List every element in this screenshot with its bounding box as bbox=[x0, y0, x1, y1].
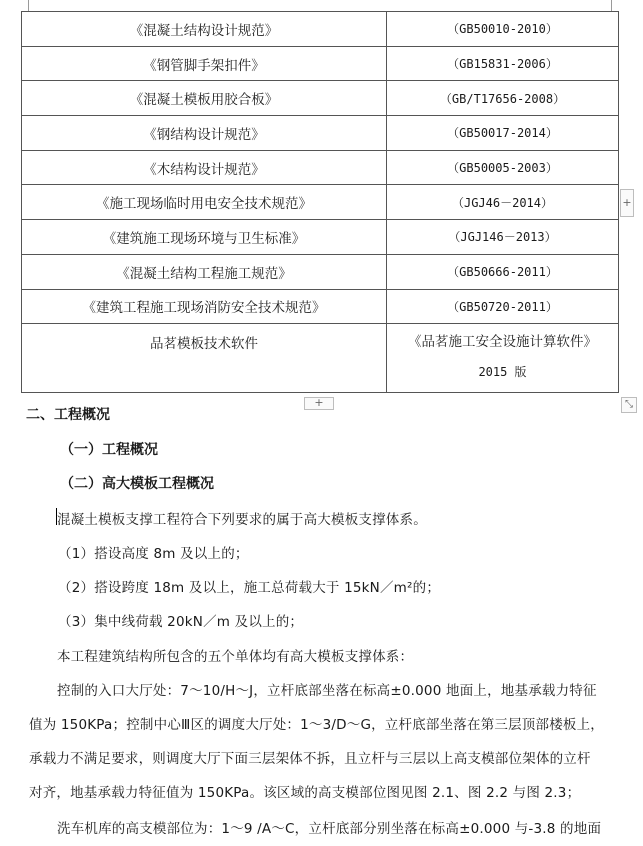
add-column-button[interactable]: + bbox=[620, 189, 634, 217]
standard-code[interactable]: （GB/T17656-2008） bbox=[387, 81, 619, 116]
subsection-heading: （二）高大模板工程概况 bbox=[60, 476, 214, 492]
table-row bbox=[22, 46, 619, 81]
standard-name[interactable]: 《钢管脚手架扣件》 bbox=[22, 46, 387, 81]
standard-code[interactable]: （GB50720-2011） bbox=[387, 289, 619, 324]
subsection-heading: （一）工程概况 bbox=[60, 442, 158, 458]
list-item[interactable]: （2）搭设跨度 18m 及以上，施工总荷载大于 15kN／m²的； bbox=[58, 580, 441, 596]
standard-name[interactable]: 《混凝土模板用胶合板》 bbox=[22, 81, 387, 116]
table-resize-icon[interactable]: ⤡ bbox=[621, 397, 637, 413]
table-row bbox=[22, 185, 619, 220]
standard-name[interactable]: 《混凝土结构工程施工规范》 bbox=[22, 254, 387, 289]
standard-code[interactable]: （GB50666-2011） bbox=[387, 254, 619, 289]
standard-code[interactable]: （GB50017-2014） bbox=[387, 116, 619, 151]
table-row bbox=[22, 254, 619, 289]
standard-code[interactable]: （JGJ46－2014） bbox=[387, 185, 619, 220]
table-row bbox=[22, 324, 619, 393]
paragraph-line[interactable]: 洗车机库的高支模部位为：1～9 /A～C，立杆底部分别坐落在标高±0.000 与-3.8 的地面 bbox=[57, 821, 602, 837]
standard-name[interactable]: 《施工现场临时用电安全技术规范》 bbox=[22, 185, 387, 220]
table-row bbox=[22, 289, 619, 324]
paragraph-line[interactable]: 对齐，地基承载力特征值为 150KPa。该区域的高支模部位图见图 2.1、图 2.2 与图 2.3； bbox=[29, 785, 581, 801]
software-reference-version: 2015 版 bbox=[478, 365, 527, 380]
standard-code[interactable]: （JGJ146－2013） bbox=[387, 220, 619, 255]
table-row bbox=[22, 12, 619, 47]
paragraph[interactable]: 混凝土模板支撑工程符合下列要求的属于高大模板支撑体系。 bbox=[57, 512, 427, 528]
software-name[interactable]: 品茗模板技术软件 bbox=[22, 324, 387, 393]
table-row bbox=[22, 116, 619, 151]
standard-code[interactable]: （GB50010-2010） bbox=[387, 12, 619, 47]
standard-name[interactable]: 《木结构设计规范》 bbox=[22, 150, 387, 185]
standard-code[interactable]: （GB50005-2003） bbox=[387, 150, 619, 185]
list-item[interactable]: （1）搭设高度 8m 及以上的； bbox=[58, 546, 249, 562]
add-row-button[interactable]: + bbox=[304, 397, 334, 410]
paragraph-line[interactable]: 承载力不满足要求，则调度大厅下面三层架体不拆，且立杆与三层以上高支模部位架体的立杆 bbox=[29, 751, 591, 767]
standard-code[interactable]: （GB15831-2006） bbox=[387, 46, 619, 81]
standard-name[interactable]: 《建筑施工现场环境与卫生标准》 bbox=[22, 220, 387, 255]
standard-name[interactable]: 《建筑工程施工现场消防安全技术规范》 bbox=[22, 289, 387, 324]
section-heading: 二、工程概况 bbox=[26, 407, 110, 423]
standards-table bbox=[21, 11, 619, 393]
paragraph-line[interactable]: 控制的入口大厅处：7～10/H～J，立杆底部坐落在标高±0.000 地面上，地基承载力特征 bbox=[57, 683, 597, 699]
table-row bbox=[22, 81, 619, 116]
standard-name[interactable]: 《钢结构设计规范》 bbox=[22, 116, 387, 151]
software-reference[interactable] bbox=[387, 324, 619, 393]
standard-name[interactable]: 《混凝土结构设计规范》 bbox=[22, 12, 387, 47]
table-row bbox=[22, 150, 619, 185]
paragraph[interactable]: 本工程建筑结构所包含的五个单体均有高大模板支撑体系： bbox=[57, 649, 414, 665]
table-row bbox=[22, 220, 619, 255]
list-item[interactable]: （3）集中线荷载 20kN／m 及以上的； bbox=[58, 614, 304, 630]
software-reference-title: 《品茗施工安全设施计算软件》 bbox=[408, 334, 597, 351]
paragraph-line[interactable]: 值为 150KPa；控制中心Ⅲ区的调度大厅处：1～3/D～G，立杆底部坐落在第三层顶部楼板上， bbox=[29, 717, 605, 733]
